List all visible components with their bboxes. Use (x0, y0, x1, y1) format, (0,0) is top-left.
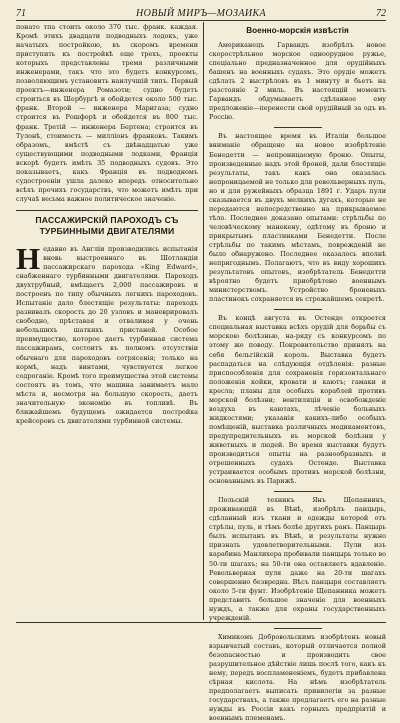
running-header (16, 6, 386, 20)
column-divider (203, 22, 204, 620)
news-item-gun: Американецъ Гарвандъ изобрѣлъ новое скорострѣльное морское одноорудное ружье, спеціально предназначенное для орудійныхъ башенъ на военныхъ судахъ. Это орудіе можетъ сдѣлать 2 выстрѣловъ въ 1 минуту и бьетъ на разстояніе 2 миль. Въ настоящій моментъ Гарвандъ обдумываетъ сдѣланное ему предложеніе—перенести свой орудійный за одъ въ Россію. (209, 41, 386, 122)
news-item-panzer: Польскій техникъ Янъ Щепанникъ, проживающій въ Вѣнѣ, изобрѣлъ панцырь, сдѣланный изъ ткани и одежды которой отъ стрѣлы, пуль, и тѣмъ болѣе другихъ ранъ. Панцырь былъ испытанъ въ Вѣнѣ, и результаты нужно признать удовлетворительными. Пули изъ карабина Манлихера пробивали панцырь только во 50-ти шагахъ; на 50-ти она оставляетъ вдавленіе. Револьверная пуля даже на 20-ти шагахъ совершенно безвредна. Вѣсъ панцыря составляетъ около 5-ти фунт. Изобрѣтеніе Щепанника можетъ представить большое значеніе для военныхъ нуждъ, а также для охраны государственныхъ учрежденій. (209, 496, 386, 622)
intro-paragraph: понато тпа стоить около 370 тыс. франк. каждая. Кромѣ этихъ двадцати подводныхъ лодокъ, уже начатыхъ постройкою, въ скоромъ времени приступить къ постройкѣ еще трехъ, проекты которыхъ представлены тремя различными инженерами, такъ что это будетъ конкурсомъ, позволяющимъ установить наилучшій типъ. Первый проектъ—инженера Ромазоти; судно будетъ строиться въ Шербургѣ и обойдется около 500 тыс. франк. Второй — инженера Маригаза; судно строится въ Рошфорѣ и обойдется въ 800 тыс. франк. Третій — инженера Бертена; строится въ Тулонѣ, стоимость — милліонъ франковъ. Такимъ образомъ, вмѣстѣ съ двѣнадцатью уже существующими подводными лодками, Франція вскорѣ будетъ имѣть 35 подводныхъ судовъ. Это показываетъ, какъ Франція въ подводномъ судостроеніи ушла далеко впередъ относительно всѣхъ прочихъ государствъ, что можетъ имѣть при случаѣ весьма важное политическое значеніе. (16, 23, 198, 203)
news-item-exhibition: Въ концѣ августа въ Остенде откроется специальная выставка всѣхъ орудій для борьбы съ морскою болѣзнью, на-ряду съ конкурсомъ по этому же поводу. Покровительство принялъ на себя бельгійскій король. Выставка будетъ распадаться на слѣдующія отдѣленія: разные приспособленія для сохраненія горизонтальнаго положенія койки, кровати и каютъ; гамаки и кресла; планы для особыхъ кораблей противъ морской болѣзни; вентиляція и освобожденіе воздуха въ каютахъ, лѣченіе больныхъ жидкостями; указанія какихъ-либо особыхъ помѣщеній, выставка различныхъ медикаментовъ, предупредительныхъ въ морской болѣзни у животныхъ и людей. Во время выставки будутъ производиться опыты на разнообразныхъ и отрешенныхъ судахъ Остенде. Выставка устраивается особымъ противъ морской болѣзни, основаннымъ въ Парижѣ. (209, 314, 386, 486)
running-title: НОВЫЙ МИРЪ—МОЗАИКА (135, 7, 267, 19)
right-column (209, 23, 386, 723)
item-separator (274, 309, 322, 310)
header-rule (16, 20, 386, 21)
section-rule (16, 210, 198, 211)
news-item-armor: Въ настоящее время въ Италіи большое вниманіе обращено на новое изобрѣтеніе Бенедетти — непроницаемую броню. Опыты, произведенные надъ этой броней, дали блестящіе результаты, такъ какъ она оказалась непроницаемой не только для револьверныхъ пуль, но и для ружейныхъ образца 1891 г. Ударъ пули сказывается въ двухъ мелкихъ дугахъ, которые не передаются непосредственно на прикрываемое тѣло. Последнее доказано опытами: стрѣльбы по человѣческому манекену, одѣтому въ броню и прикрытымъ пластинками Бенедетти. После стрѣльбы по такимъ мѣстамъ, поврежденій не было обнаружено. Последнее оказалось вполнѣ непригоднымъ. Полагаютъ, что въ виду хорошихъ результатовъ опытовъ, изобрѣтатель Бенедетти вѣроятно будетъ приобрѣтено военнымъ министерствомъ. Устройство броневыхъ пластинокъ сохраняется въ строжайшемъ секретѣ. (209, 132, 386, 304)
page-number-left: 71 (16, 7, 26, 19)
item-separator (274, 127, 322, 128)
footer-rule (16, 622, 386, 623)
article-paragraph: едавно въ Англіи производились испытанія вновь выстроеннаго въ Шотландіи пассажирскаго парохода «King Edward», снабженнаго турбинными двигателями. Пароходъ двухтрубный, вмѣщаетъ 2,000 пассажировъ и построенъ по типу обычныхъ легкихъ пароходовъ. Испытаніе дало блестящіе результаты: пароходъ развивалъ скорость до 20 узловъ и маневрировалъ свободно, прѣставая и отваливая у очень небольшихъ шаткихъ пристаней. Особое преимущество, которое даетъ турбинная система пассажирамъ, состоитъ въ полномъ отсутствіи обычнаго для пароходовъ сотрясенія; только на кормѣ, надъ винтами, чувствуется легкое содроганіе. Кромѣ того преимущества этой системы состоятъ въ томъ, что машина занимаетъ мало мѣста и, несмотря на большую скорость, даетъ значительную экономію въ топливѣ. Въ ближайшемъ будущемъ ожидается постройка крейсеровъ съ двигателями турбинной системы. (16, 244, 198, 425)
drop-cap-letter: Н (16, 240, 41, 276)
left-column (16, 23, 198, 426)
page-number-right: 72 (376, 7, 386, 19)
article-body (16, 240, 198, 426)
news-item-explosive: Химикомъ Добровольскимъ изобрѣтенъ новый взрывчатый составъ, который отличается полной безопасностью и производить свое разрушительное дѣйствіе лишь послѣ того, какъ къ нему, передъ воспламененіемъ, будетъ прибавлена сѣрная кислота. На нѣмъ изобрѣтатель предполагаетъ выписать привилегіи за разные государствахъ, а также предлагаетъ его на разные нужды въ Россіи какъ горныхъ предпріятій и военнымъ племенамъ. (209, 632, 386, 723)
section-heading: Военно-морскія извѣстія (246, 26, 349, 35)
article-heading: ПАССАЖИРСКІЙ ПАРОХОДЪ СЪ ТУРБИННЫМИ ДВИГАТЕЛЯМИ (35, 214, 179, 236)
item-separator (274, 628, 322, 629)
item-separator (274, 491, 322, 492)
